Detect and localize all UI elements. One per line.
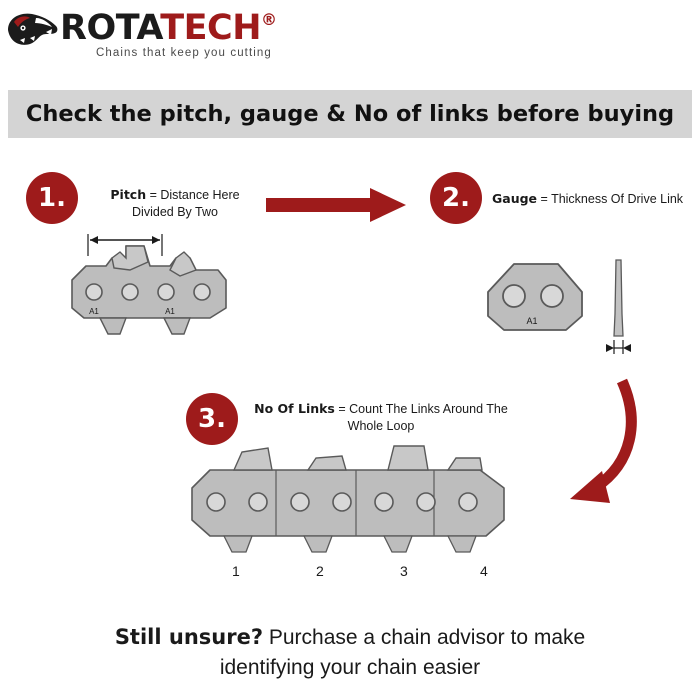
- chain-loop-count-diagram: [180, 440, 520, 560]
- step-3-number-label: 3.: [198, 404, 226, 434]
- step-1-text: [90, 186, 260, 221]
- step-number-3: [186, 393, 238, 445]
- drive-link-gauge-diagram: [470, 248, 660, 368]
- step-3-text: [252, 400, 510, 435]
- step-3-term: No Of Links: [254, 401, 335, 416]
- brand-logo: [0, 6, 360, 68]
- part-label-a1-left: A1: [89, 307, 99, 316]
- part-label-a1: A1: [526, 316, 538, 326]
- boar-head-icon: [6, 10, 60, 50]
- step-1-description: = Distance Here Divided By Two: [132, 188, 240, 219]
- chain-number-4: 4: [480, 563, 488, 579]
- chain-number-3: 3: [400, 563, 408, 579]
- footer-rest-text: Purchase a chain advisor to make: [263, 626, 586, 649]
- footer-message: [40, 622, 660, 683]
- chain-number-2: 2: [316, 563, 324, 579]
- step-3-description: = Count The Links Around The Whole Loop: [338, 402, 508, 433]
- registered-mark: ®: [261, 10, 277, 29]
- chain-link-numbers: [196, 563, 516, 583]
- step-2-description: = Thickness Of Drive Link: [540, 192, 684, 206]
- brand-name-part1: ROTA: [60, 8, 161, 48]
- brand-name-part2: TECH: [160, 8, 261, 48]
- arrow-step2-to-step3: [540, 375, 650, 525]
- step-number-2: [430, 172, 482, 224]
- header-banner: [8, 90, 692, 138]
- arrow-step1-to-step2: [262, 186, 412, 226]
- step-1-number-label: 1.: [38, 183, 66, 213]
- step-number-1: [26, 172, 78, 224]
- step-1-term: Pitch: [110, 187, 147, 202]
- part-label-a1-right: A1: [165, 307, 175, 316]
- step-2-term: Gauge: [492, 191, 538, 206]
- saw-chain-pitch-diagram: [60, 222, 260, 352]
- banner-title: Check the pitch, gauge & No of links before buying: [25, 101, 675, 127]
- footer-line-2: identifying your chain easier: [219, 656, 481, 679]
- step-2-text: [492, 190, 698, 208]
- step-2-number-label: 2.: [442, 183, 470, 213]
- brand-tagline: Chains that keep you cutting: [96, 47, 272, 59]
- chain-number-1: 1: [232, 563, 240, 579]
- brand-wordmark: [60, 8, 277, 48]
- footer-bold-text: Still unsure?: [114, 625, 264, 649]
